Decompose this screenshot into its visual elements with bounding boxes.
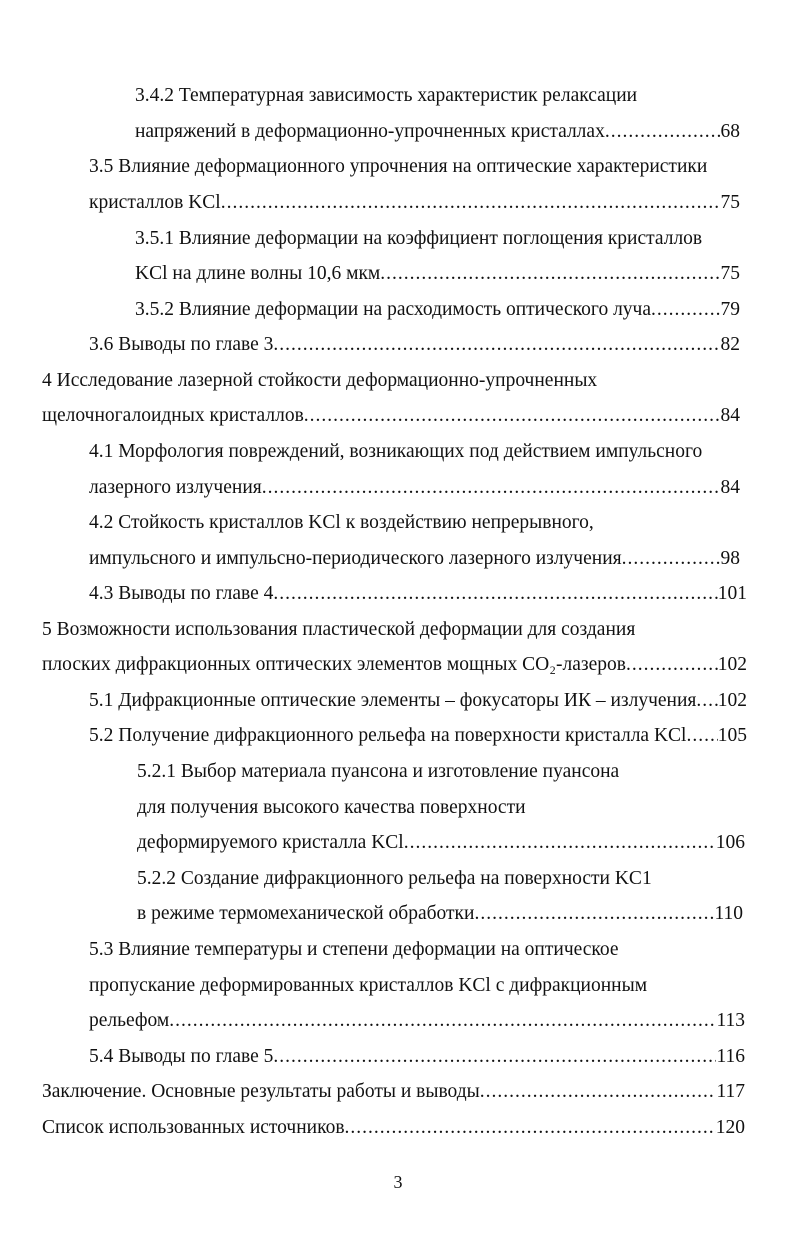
toc-entry bbox=[137, 867, 652, 891]
toc-leader-dots bbox=[221, 191, 721, 215]
toc-leader-dots bbox=[380, 262, 720, 286]
toc-entry-text: 4.3 Выводы по главе 4 bbox=[89, 583, 274, 604]
toc-leader-dots bbox=[262, 476, 721, 500]
toc-entry bbox=[135, 298, 740, 322]
toc-entry-text: плоских дифракционных оптических элементов мощных CO₂-лазеров bbox=[42, 654, 626, 675]
toc-entry bbox=[89, 191, 740, 215]
toc-entry-text: 5.2 Получение дифракционного рельефа на поверхности кристалла KCl bbox=[89, 725, 687, 746]
toc-entry-text: 4.1 Морфология повреждений, возникающих под действием импульсного bbox=[89, 441, 703, 462]
toc-entry-text: 3.5.2 Влияние деформации на расходимость оптического луча bbox=[135, 299, 652, 320]
toc-entry-text: кристаллов KCl bbox=[89, 192, 221, 213]
toc-entry-text: лазерного излучения bbox=[89, 477, 262, 498]
toc-entry bbox=[89, 440, 702, 464]
toc-entry-text: Список использованных источников bbox=[42, 1117, 345, 1138]
toc-entry-text: 5.3 Влияние температуры и степени деформации на оптическое bbox=[89, 939, 619, 960]
toc-entry-text: в режиме термомеханической обработки bbox=[137, 903, 475, 924]
toc-entry-text: 5.1 Дифракционные оптические элементы – фокусаторы ИК – излучения bbox=[89, 690, 697, 711]
toc-entry bbox=[89, 333, 740, 357]
toc-entry bbox=[89, 974, 647, 998]
toc-entry-text: Заключение. Основные результаты работы и выводы bbox=[42, 1081, 480, 1102]
toc-page-number: 84 bbox=[720, 477, 740, 498]
toc-page-number: 79 bbox=[720, 299, 740, 320]
toc-entry bbox=[89, 724, 747, 748]
toc-entry bbox=[89, 689, 747, 713]
toc-entry-text: KCl на длине волны 10,6 мкм bbox=[135, 263, 381, 284]
toc-entry-text: для получения высокого качества поверхности bbox=[137, 797, 526, 818]
toc-entry-text: рельефом bbox=[89, 1010, 170, 1031]
toc-page-number: 75 bbox=[720, 263, 740, 284]
toc-entry-text: 5 Возможности использования пластической деформации для создания bbox=[42, 619, 636, 640]
toc-entry bbox=[89, 1045, 745, 1069]
toc-page-number: 98 bbox=[720, 548, 740, 569]
toc-page-number: 113 bbox=[716, 1010, 745, 1031]
toc-page-number: 82 bbox=[720, 334, 740, 355]
toc-entry bbox=[137, 760, 619, 784]
toc-leader-dots bbox=[696, 689, 717, 713]
toc-page-number: 102 bbox=[717, 690, 747, 711]
toc-entry-text: деформируемого кристалла KCl bbox=[137, 832, 404, 853]
toc-entry bbox=[89, 547, 740, 571]
toc-entry-text: напряжений в деформационно-упрочненных кристаллах bbox=[135, 121, 605, 142]
toc-page-number: 110 bbox=[714, 903, 743, 924]
toc-leader-dots bbox=[404, 831, 716, 855]
toc-leader-dots bbox=[605, 120, 721, 144]
toc-entry-text: 3.6 Выводы по главе 3 bbox=[89, 334, 274, 355]
toc-entry bbox=[137, 902, 743, 926]
toc-entry bbox=[135, 262, 740, 286]
toc-leader-dots bbox=[273, 1045, 716, 1069]
toc-leader-dots bbox=[622, 547, 721, 571]
toc-entry-text: импульсного и импульсно-периодического лазерного излучения bbox=[89, 548, 622, 569]
toc-page-number: 84 bbox=[720, 405, 740, 426]
toc-entry bbox=[42, 618, 635, 642]
toc-page-number: 101 bbox=[717, 583, 747, 604]
toc-page-number: 116 bbox=[716, 1046, 745, 1067]
toc-leader-dots bbox=[480, 1080, 717, 1104]
toc-page-number: 120 bbox=[715, 1117, 745, 1138]
toc-entry-text: щелочногалоидных кристаллов bbox=[42, 405, 304, 426]
toc-entry bbox=[42, 1080, 745, 1104]
toc-entry bbox=[135, 84, 637, 108]
toc-entry-text: 5.4 Выводы по главе 5 bbox=[89, 1046, 274, 1067]
toc-entry-text: 4 Исследование лазерной стойкости деформационно-упрочненных bbox=[42, 370, 598, 391]
toc-leader-dots bbox=[651, 298, 720, 322]
toc-leader-dots bbox=[273, 333, 720, 357]
page-number: 3 bbox=[393, 1172, 403, 1192]
toc-page-number: 106 bbox=[715, 832, 745, 853]
toc-entry-text: 5.2.2 Создание дифракционного рельефа на поверхности KC1 bbox=[137, 868, 652, 889]
toc-leader-dots bbox=[273, 582, 717, 606]
toc-entry bbox=[42, 404, 740, 428]
toc-entry bbox=[89, 582, 747, 606]
toc-entry-text: пропускание деформированных кристаллов KCl с дифракционным bbox=[89, 975, 648, 996]
toc-page-number: 105 bbox=[717, 725, 747, 746]
toc-page-number: 102 bbox=[717, 654, 747, 675]
toc-entry bbox=[89, 1009, 745, 1033]
toc-entry bbox=[137, 796, 526, 820]
toc-entry-text: 5.2.1 Выбор материала пуансона и изготовление пуансона bbox=[137, 761, 620, 782]
toc-leader-dots bbox=[626, 653, 718, 677]
toc-entry bbox=[89, 476, 740, 500]
toc-entry bbox=[135, 227, 702, 251]
toc-leader-dots bbox=[345, 1116, 716, 1140]
toc-page-number: 117 bbox=[716, 1081, 745, 1102]
toc-entry bbox=[89, 155, 707, 179]
toc-entry bbox=[42, 369, 597, 393]
toc-leader-dots bbox=[304, 404, 721, 428]
toc-leader-dots bbox=[169, 1009, 716, 1033]
toc-entry-text: 3.5.1 Влияние деформации на коэффициент поглощения кристаллов bbox=[135, 228, 703, 249]
toc-leader-dots bbox=[474, 902, 714, 926]
toc-entry bbox=[137, 831, 745, 855]
toc-leader-dots bbox=[686, 724, 717, 748]
toc-entry-text: 3.5 Влияние деформационного упрочнения на оптические характеристики bbox=[89, 156, 708, 177]
toc-entry bbox=[89, 511, 594, 535]
toc-entry-text: 3.4.2 Температурная зависимость характеристик релаксации bbox=[135, 85, 638, 106]
toc-entry-text: 4.2 Стойкость кристаллов KCl к воздействию непрерывного, bbox=[89, 512, 594, 533]
toc-entry bbox=[89, 938, 619, 962]
toc-page-number: 75 bbox=[720, 192, 740, 213]
toc-page-number: 68 bbox=[720, 121, 740, 142]
toc-entry bbox=[42, 1116, 745, 1140]
toc-entry bbox=[135, 120, 740, 144]
toc-entry bbox=[42, 653, 747, 677]
